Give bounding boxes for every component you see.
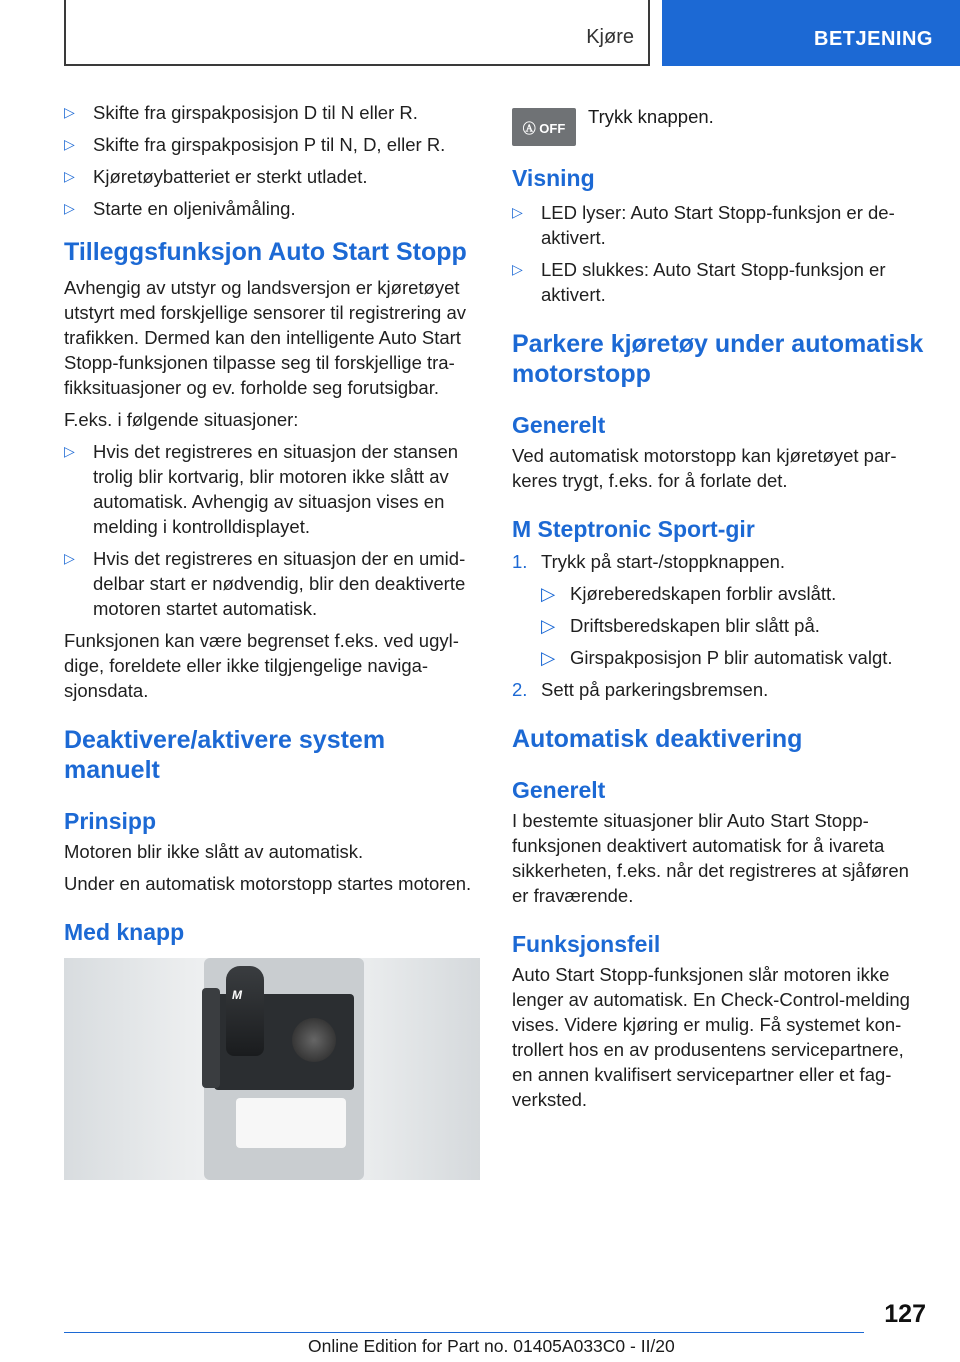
heading-deaktivere: Deaktivere/aktivere system manuelt <box>64 726 386 784</box>
list-item: ▷ Skifte fra girspakposisjon D til N eller R. <box>64 102 418 123</box>
heading-funksjonsfeil: Funksjonsfeil <box>512 931 661 957</box>
paragraph-funksjonsfeil: Auto Start Stopp-funksjonen slår motoren ikke lenger av automatisk. En Check-Control-melding vises. Videre kjøring er mulig. Få systemet kontrollert hos en av produsentens servicepartnere, en annen kvalifisert servicepartner eller et fagverksted. <box>512 964 910 1110</box>
heading-generelt-2: Generelt <box>512 777 606 803</box>
triangle-bullet-icon: ▷ <box>64 168 75 184</box>
triangle-bullet-icon: ▷ <box>64 200 75 216</box>
gear-selector-lever <box>226 966 264 1056</box>
list-item: ▷ Kjøreberedskapen forblir avslått. <box>541 583 837 604</box>
step-number: 1. <box>512 551 528 572</box>
triangle-bullet-icon: ▷ <box>541 647 556 668</box>
button-instruction <box>512 100 928 146</box>
heading-med-knapp: Med knapp <box>64 919 185 945</box>
list-item: ▷ Girspakposisjon P blir automatisk valgt. <box>541 647 893 668</box>
triangle-bullet-icon: ▷ <box>512 261 523 277</box>
list-item: ▷ Hvis det registreres en situasjon der en umiddelbar start er nødvendig, blir den deaktiverte motoren startet automatisk. <box>64 548 466 619</box>
step-item: 2. Sett på parkeringsbremsen. <box>512 679 769 700</box>
left-column <box>64 100 480 1180</box>
visning-list <box>512 200 928 307</box>
heading-visning: Visning <box>512 165 595 191</box>
triangle-bullet-icon: ▷ <box>541 615 556 636</box>
paragraph-prinsipp-2: Under en automatisk motorstopp startes motoren. <box>64 873 472 894</box>
list-item: ▷ Driftsberedskapen blir slått på. <box>541 615 820 636</box>
paragraph-generelt-1: Ved automatisk motorstopp kan kjøretøyet parkeres trygt, f.eks. for å forlate det. <box>512 445 897 491</box>
triangle-bullet-icon: ▷ <box>64 443 75 459</box>
controller-knob <box>292 1018 336 1062</box>
list-item: ▷ Kjøretøybatteriet er sterkt utladet. <box>64 166 368 187</box>
list-item: ▷ Skifte fra girspakposisjon P til N, D, eller R. <box>64 134 446 155</box>
right-column <box>512 100 928 1119</box>
list-item: ▷ LED slukkes: Auto Start Stopp-funksjon er aktivert. <box>512 259 886 305</box>
paragraph-generelt-2: I bestemte situasjoner blir Auto Start Stopp-funksjonen deaktivert automatisk for å ivareta sikkerheten, f.eks. når det registreres at sjåføren er fraværende. <box>512 810 909 906</box>
triangle-bullet-icon: ▷ <box>64 550 75 566</box>
step-item: 1. Trykk på start-/stoppknappen. ▷ Kjøreberedskapen forblir avslått. ▷ Driftsberedskapen blir slått på. ▷ Girspakposisjon P blir automatisk valgt. <box>512 549 928 670</box>
page-number: 127 <box>884 1300 926 1328</box>
center-console-image <box>64 958 480 1180</box>
m-logo: M <box>232 988 242 1002</box>
heading-steptronic: M Steptronic Sport-gir <box>512 516 755 542</box>
situation-list <box>64 439 480 621</box>
heading-tilleggsfunksjon: Tilleggsfunksjon Auto Start Stopp <box>64 238 467 266</box>
list-item: ▷ Starte en oljenivåmåling. <box>64 198 296 219</box>
footer-divider <box>64 1332 864 1333</box>
button-instruction-text: Trykk knappen. <box>588 106 714 127</box>
substeps-list <box>541 581 928 670</box>
list-item: ▷ LED lyser: Auto Start Stopp-funksjon er deaktivert. <box>512 202 895 248</box>
triangle-bullet-icon: ▷ <box>64 104 75 120</box>
footer-edition: Online Edition for Part no. 01405A033C0 - II/20 <box>308 1336 675 1356</box>
button-strip <box>202 988 220 1088</box>
steps-list <box>512 549 928 702</box>
header-frame <box>64 0 650 66</box>
header-section-title: Kjøre <box>586 26 634 48</box>
paragraph-prinsipp-1: Motoren blir ikke slått av automatisk. <box>64 841 364 862</box>
auto-start-stop-off-icon: Ⓐ OFF <box>512 108 576 146</box>
heading-generelt-1: Generelt <box>512 412 606 438</box>
header-chapter-label: BETJENING <box>814 28 933 50</box>
intro-list <box>64 100 480 221</box>
paragraph-feks: F.eks. i følgende situasjoner: <box>64 409 299 430</box>
list-item: ▷ Hvis det registreres en situasjon der stansen trolig blir kortvarig, blir motoren ikke slått av automatisk. Avhengig av situasjon vises en melding i kontrolldisplayet. <box>64 441 459 537</box>
triangle-bullet-icon: ▷ <box>64 136 75 152</box>
heading-prinsipp: Prinsipp <box>64 808 157 834</box>
paragraph-tilleggsfunksjon: Avhengig av utstyr og landsversjon er kjøretøyet utstyrt med forskjellige sensorer til registrering av trafikken. Dermed kan den intelligente Auto Start Stopp-funksjonen tilpasse seg til forskjellige trafikksituasjoner og ev. forholde seg forutsigbar. <box>64 277 467 398</box>
triangle-bullet-icon: ▷ <box>512 204 523 220</box>
paragraph-begrenset: Funksjonen kan være begrenset f.eks. ved ugyldige, foreldete eller ikke tilgjengelige navigasjonsdata. <box>64 630 459 701</box>
step-number: 2. <box>512 679 528 700</box>
triangle-bullet-icon: ▷ <box>541 583 556 604</box>
console-tray <box>236 1098 346 1148</box>
heading-automatisk-deaktivering: Automatisk deaktivering <box>512 725 803 753</box>
header-chapter-tab <box>662 0 960 66</box>
heading-parkere: Parkere kjøretøy under automatisk motorstopp <box>512 330 924 388</box>
